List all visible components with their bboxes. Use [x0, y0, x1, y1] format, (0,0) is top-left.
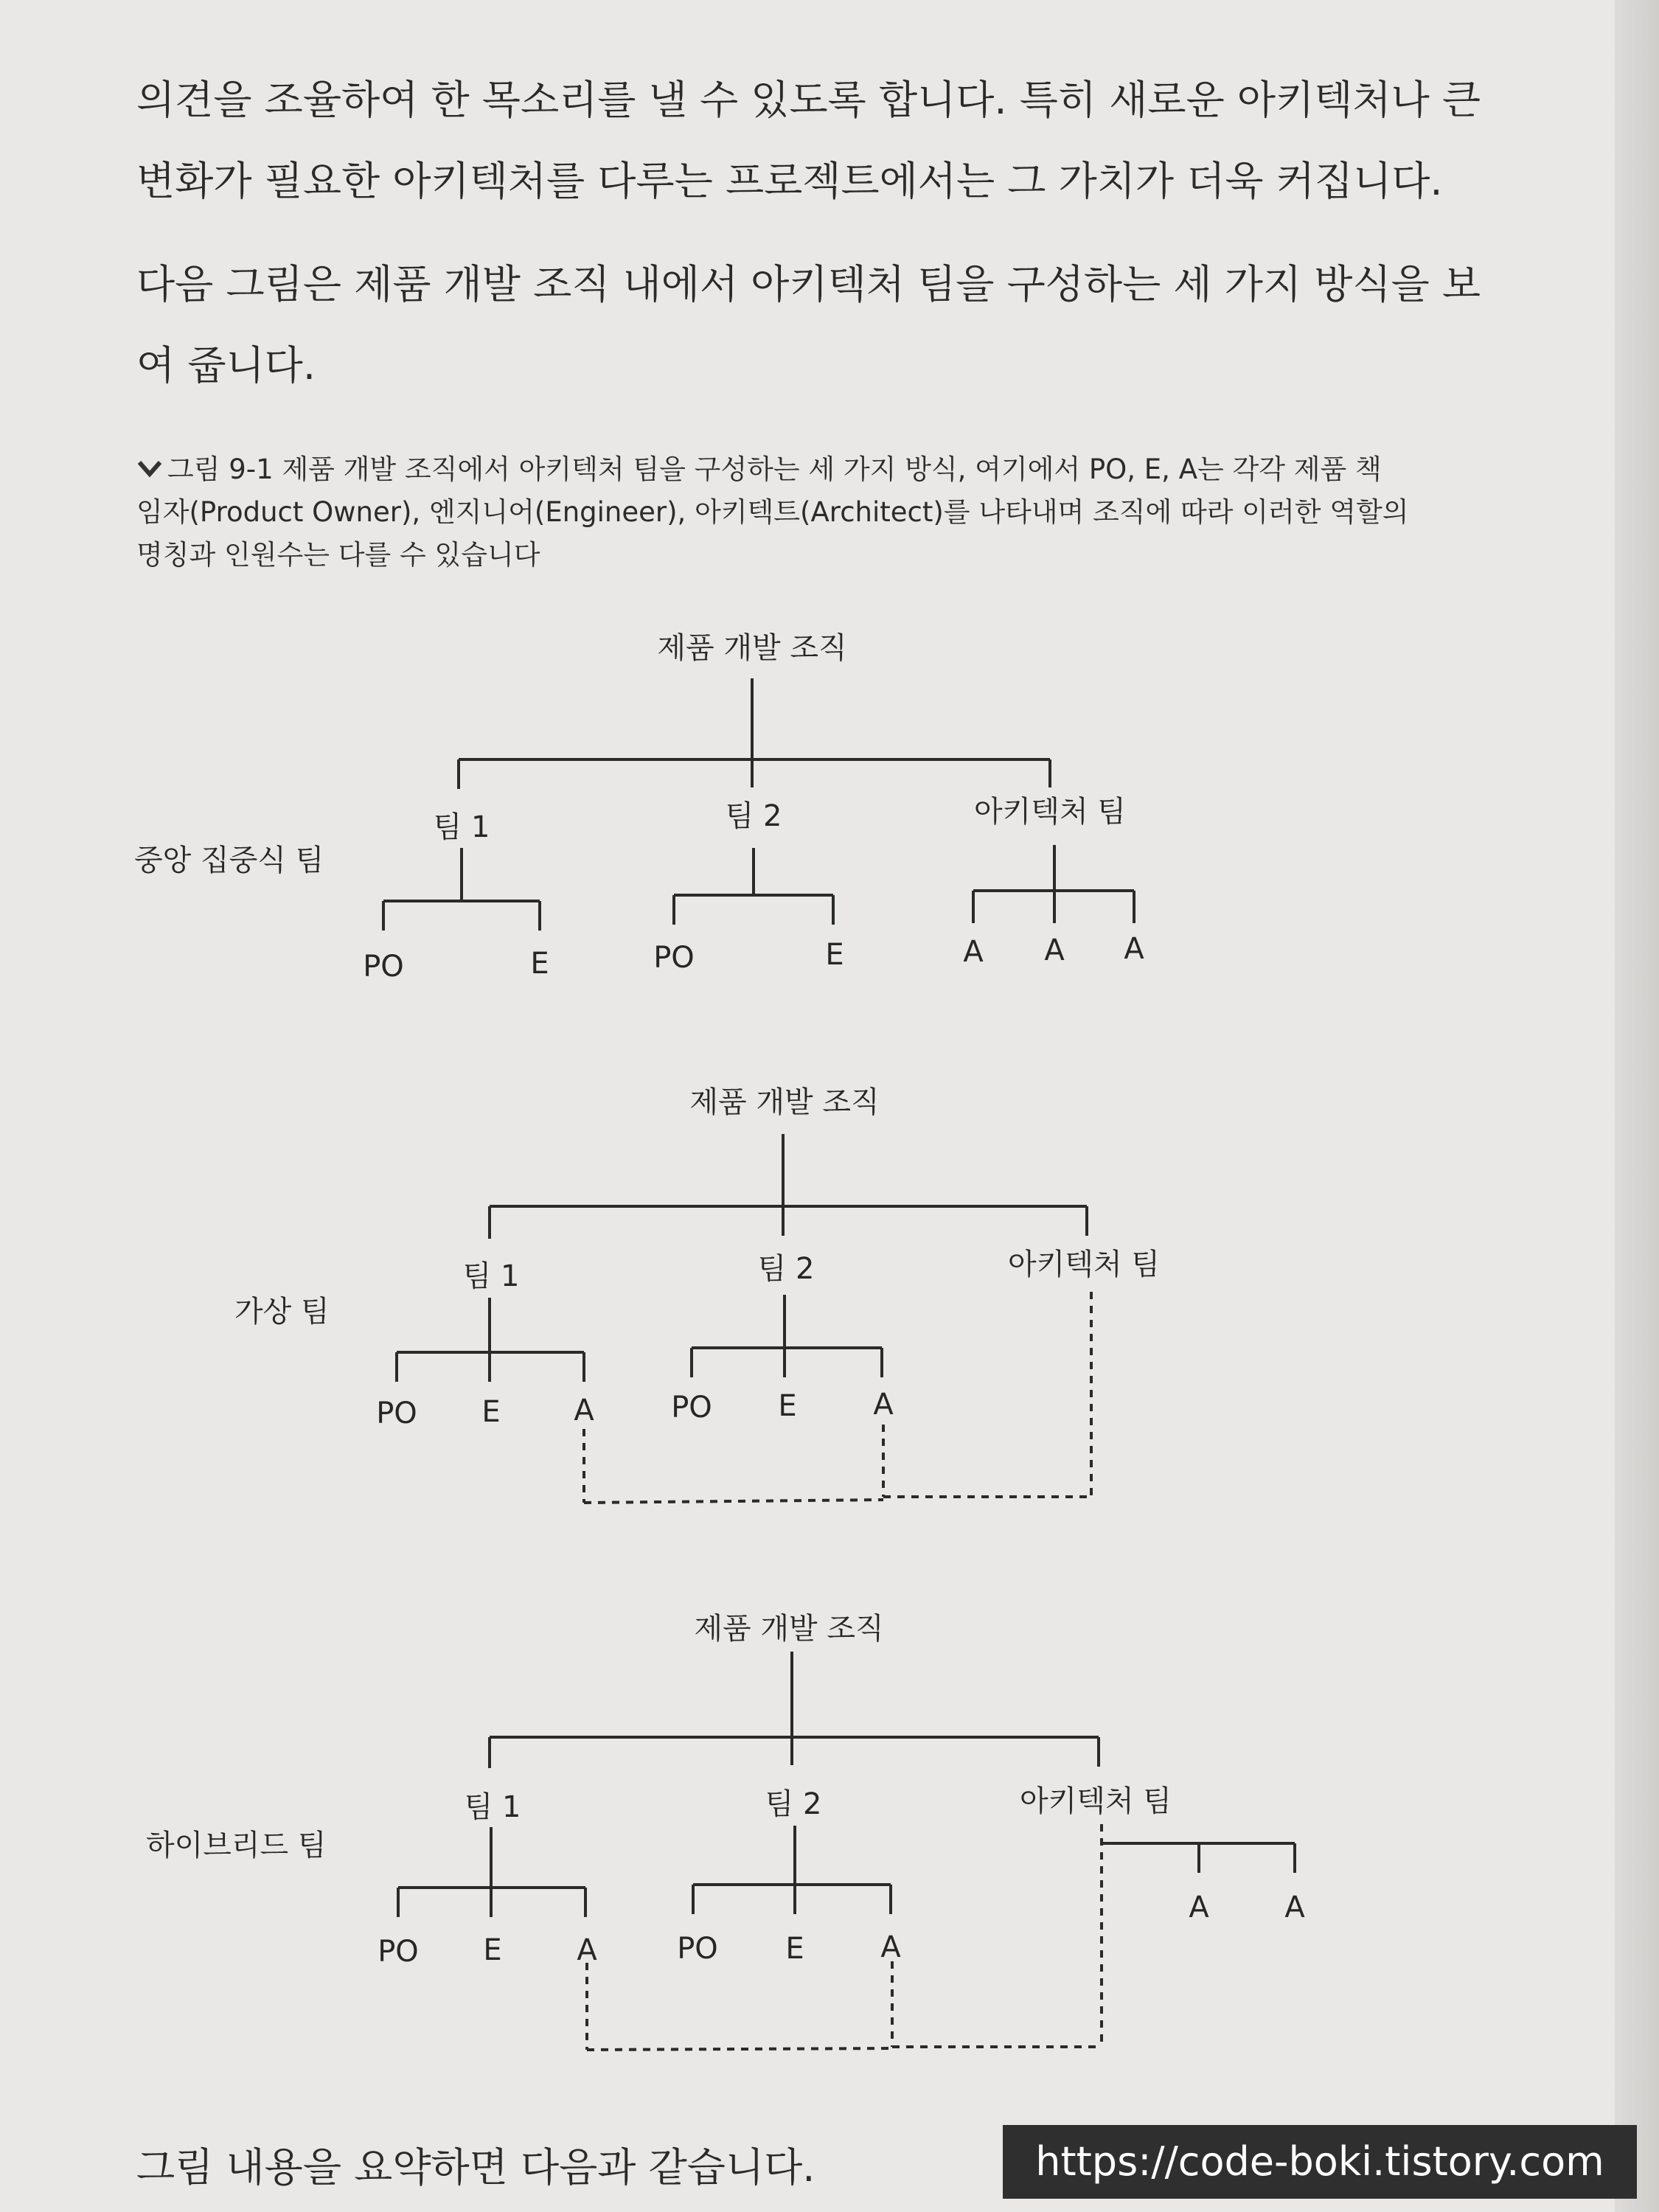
member-e: E: [530, 947, 549, 981]
member-a: A: [1124, 932, 1144, 966]
paragraph-line: 의견을 조율하여 한 목소리를 낼 수 있도록 합니다. 특히 새로운 아키텍처나 큰: [136, 77, 1481, 123]
team-1-label: 팀 1: [462, 1259, 520, 1293]
diagram-type-label: 중앙 집중식 팀: [134, 844, 324, 877]
diagram-virtual-dashed-links: [584, 1292, 1091, 1503]
member-a: A: [1189, 1891, 1209, 1924]
member-a: A: [873, 1388, 894, 1422]
member-e: E: [825, 938, 844, 972]
member-a: A: [574, 1394, 594, 1427]
caption-line: 그림 9-1 제품 개발 조직에서 아키텍처 팀을 구성하는 세 가지 방식, 여기에서 PO, E, A는 각각 제품 책: [167, 453, 1382, 485]
paragraph-line: 변화가 필요한 아키텍처를 다루는 프로젝트에서는 그 가치가 더욱 커집니다.: [136, 158, 1443, 204]
architecture-team-label: 아키텍처 팀: [974, 795, 1126, 829]
member-e: E: [778, 1389, 797, 1423]
paragraph-line: 다음 그림은 제품 개발 조직 내에서 아키텍처 팀을 구성하는 세 가지 방식을 보: [136, 261, 1481, 307]
diagram-hybrid-dashed-links: [587, 1824, 1102, 2050]
member-a: A: [880, 1930, 901, 1964]
team-2-label: 팀 2: [757, 1252, 815, 1286]
member-a: A: [1284, 1891, 1305, 1924]
member-a: A: [963, 935, 984, 969]
team-2-label: 팀 2: [725, 799, 782, 833]
team-1-label: 팀 1: [433, 810, 490, 844]
org-root-label: 제품 개발 조직: [694, 1612, 884, 1646]
diagram-virtual: [234, 1085, 1160, 1430]
watermark-url: https://code-boki.tistory.com: [1003, 2125, 1637, 2199]
architecture-team-label: 아키텍처 팀: [1008, 1248, 1160, 1281]
member-e: E: [483, 1933, 502, 1967]
member-po: PO: [671, 1391, 712, 1425]
org-root-label: 제품 개발 조직: [657, 631, 847, 665]
member-e: E: [785, 1932, 804, 1966]
caption-line: 명칭과 인원수는 다를 수 있습니다: [136, 539, 540, 571]
org-root-label: 제품 개발 조직: [689, 1085, 880, 1119]
diagram-hybrid: [146, 1612, 1305, 1969]
member-po: PO: [363, 950, 404, 984]
member-po: PO: [376, 1397, 417, 1430]
diagram-virtual-lines: [397, 1134, 1087, 1382]
team-1-label: 팀 1: [464, 1790, 521, 1824]
diagram-type-label: 하이브리드 팀: [146, 1829, 327, 1863]
member-e: E: [481, 1395, 501, 1429]
summary-line: 그림 내용을 요약하면 다음과 같습니다.: [136, 2144, 815, 2191]
member-po: PO: [378, 1935, 419, 1969]
member-po: PO: [653, 941, 695, 975]
paragraph-line: 여 줍니다.: [136, 342, 316, 389]
team-2-label: 팀 2: [765, 1787, 822, 1821]
member-a: A: [577, 1933, 597, 1967]
member-a: A: [1044, 933, 1065, 967]
member-po: PO: [677, 1932, 718, 1966]
architecture-team-label: 아키텍처 팀: [1020, 1784, 1172, 1818]
diagram-type-label: 가상 팀: [234, 1295, 330, 1329]
caption-line: 임자(Product Owner), 엔지니어(Engineer), 아키텍트(Architect)를 나타내며 조직에 따라 이러한 역할의: [136, 496, 1409, 528]
diagram-centralized: [134, 631, 1144, 984]
